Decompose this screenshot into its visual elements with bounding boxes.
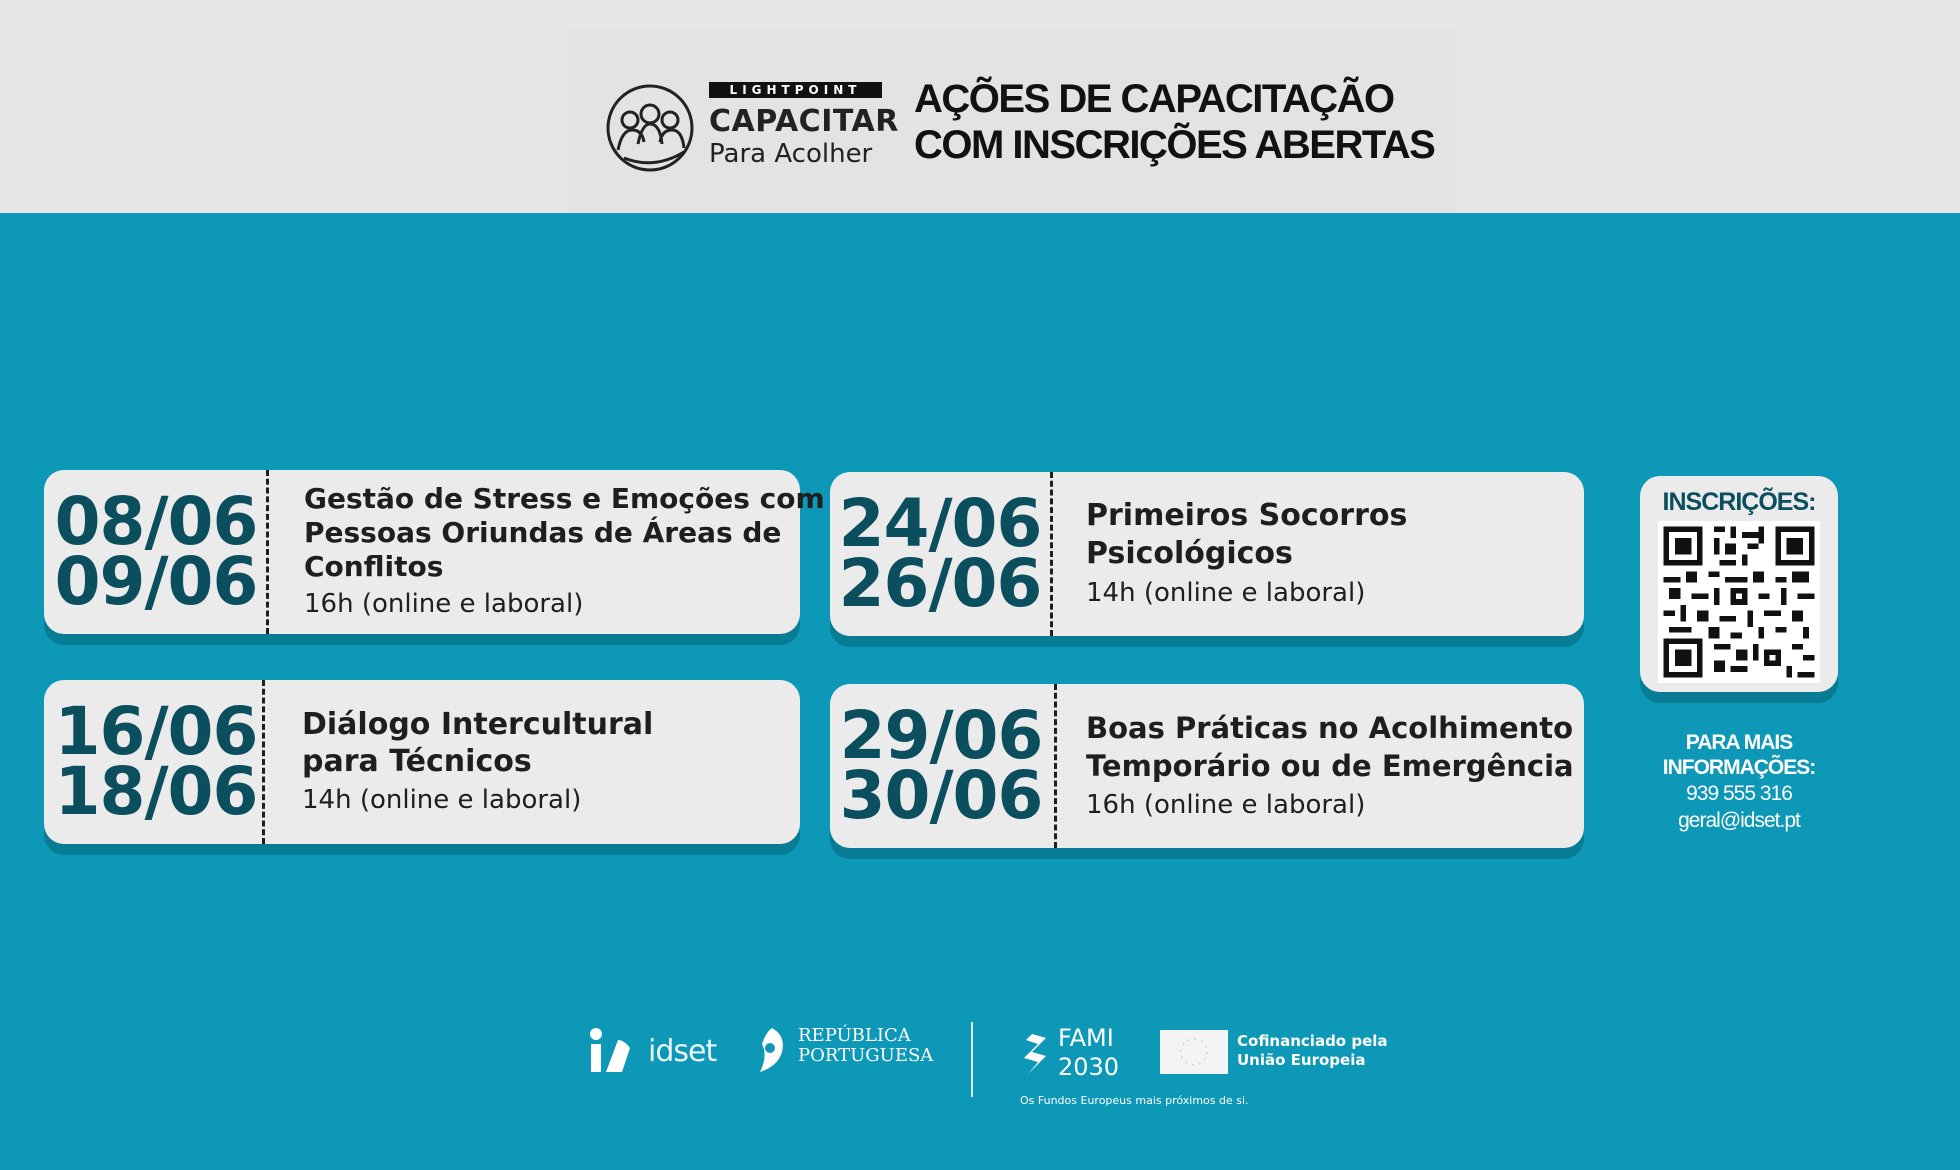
fami-line: 2030 (1058, 1053, 1120, 1081)
course-end-date: 26/06 (838, 545, 1042, 622)
course-detail: 16h (online e laboral) (304, 589, 584, 619)
footer-divider (971, 1022, 973, 1097)
course-title (304, 482, 825, 584)
page-title-line: COM INSCRIÇÕES ABERTAS (914, 123, 1435, 167)
fami-logo-text (1058, 1024, 1119, 1082)
registration-label: INSCRIÇÕES: (1662, 488, 1816, 516)
contact-info (1620, 730, 1858, 834)
card-divider (1050, 472, 1053, 636)
eu-flag-icon (1160, 1030, 1228, 1074)
contact-label: PARA MAIS (1685, 731, 1793, 754)
logo-title: CAPACITAR (709, 104, 899, 139)
course-dates (830, 472, 1050, 636)
course-dates (44, 470, 268, 634)
course-end-date: 18/06 (54, 753, 258, 830)
capacitar-logo (604, 78, 904, 178)
page-title (914, 76, 1434, 168)
contact-phone[interactable]: 939 555 316 (1686, 782, 1792, 805)
course-title-line: Diálogo Intercultural (302, 707, 654, 742)
course-title-line: Temporário ou de Emergência (1086, 749, 1574, 783)
fami-tagline: Os Fundos Europeus mais próximos de si. (1020, 1094, 1249, 1107)
card-divider (266, 470, 269, 634)
idset-logo-icon (588, 1026, 636, 1074)
eu-cofinancing-text (1237, 1032, 1388, 1070)
course-title (1086, 497, 1407, 573)
course-info (302, 680, 653, 844)
page-title-line: AÇÕES DE CAPACITAÇÃO (914, 77, 1394, 121)
course-detail: 14h (online e laboral) (1086, 578, 1366, 608)
course-end-date: 09/06 (54, 543, 258, 620)
course-detail: 16h (online e laboral) (1086, 790, 1366, 820)
fami-logo-icon (1020, 1026, 1050, 1074)
registration-card[interactable] (1640, 476, 1838, 692)
contact-label: INFORMAÇÕES: (1662, 756, 1816, 779)
course-title-line: Primeiros Socorros (1086, 498, 1408, 533)
course-info (304, 470, 825, 634)
course-start-date: 29/06 (839, 697, 1043, 774)
fami-line: FAMI (1058, 1024, 1114, 1052)
qr-code-icon[interactable] (1658, 521, 1820, 683)
card-divider (1054, 684, 1057, 848)
course-info (1086, 472, 1407, 636)
course-start-date: 24/06 (838, 485, 1042, 562)
course-title-line: Conflitos (304, 550, 444, 583)
course-title-line: para Técnicos (302, 744, 532, 779)
course-info (1086, 684, 1574, 848)
logo-subtitle: Para Acolher (709, 139, 873, 169)
course-start-date: 16/06 (54, 693, 258, 770)
republica-line: PORTUGUESA (798, 1045, 934, 1066)
republica-portuguesa-text (798, 1026, 933, 1066)
course-card[interactable] (830, 684, 1584, 848)
contact-email[interactable]: geral@idset.pt (1678, 809, 1800, 832)
course-dates (44, 680, 268, 844)
course-title-line: Gestão de Stress e Emoções com (304, 482, 825, 515)
republica-portuguesa-icon (752, 1026, 790, 1076)
people-circle-icon (604, 80, 700, 176)
course-detail: 14h (online e laboral) (302, 785, 582, 815)
eu-line: União Europeia (1237, 1051, 1366, 1069)
logo-badge: LIGHTPOINT (709, 82, 882, 98)
course-title-line: Psicológicos (1086, 536, 1293, 571)
course-title (1086, 709, 1574, 785)
eu-line: Cofinanciado pela (1237, 1032, 1388, 1050)
idset-logo-text: idset (648, 1034, 717, 1069)
card-divider (262, 680, 265, 844)
republica-line: REPÚBLICA (798, 1025, 911, 1046)
course-start-date: 08/06 (54, 483, 258, 560)
course-card[interactable] (44, 470, 825, 634)
course-title-line: Pessoas Oriundas de Áreas de (304, 516, 782, 549)
course-title (302, 706, 653, 780)
course-end-date: 30/06 (839, 757, 1043, 834)
course-dates (830, 684, 1052, 848)
course-card[interactable] (44, 680, 800, 844)
course-card[interactable] (830, 472, 1584, 636)
course-title-line: Boas Práticas no Acolhimento (1086, 711, 1574, 745)
